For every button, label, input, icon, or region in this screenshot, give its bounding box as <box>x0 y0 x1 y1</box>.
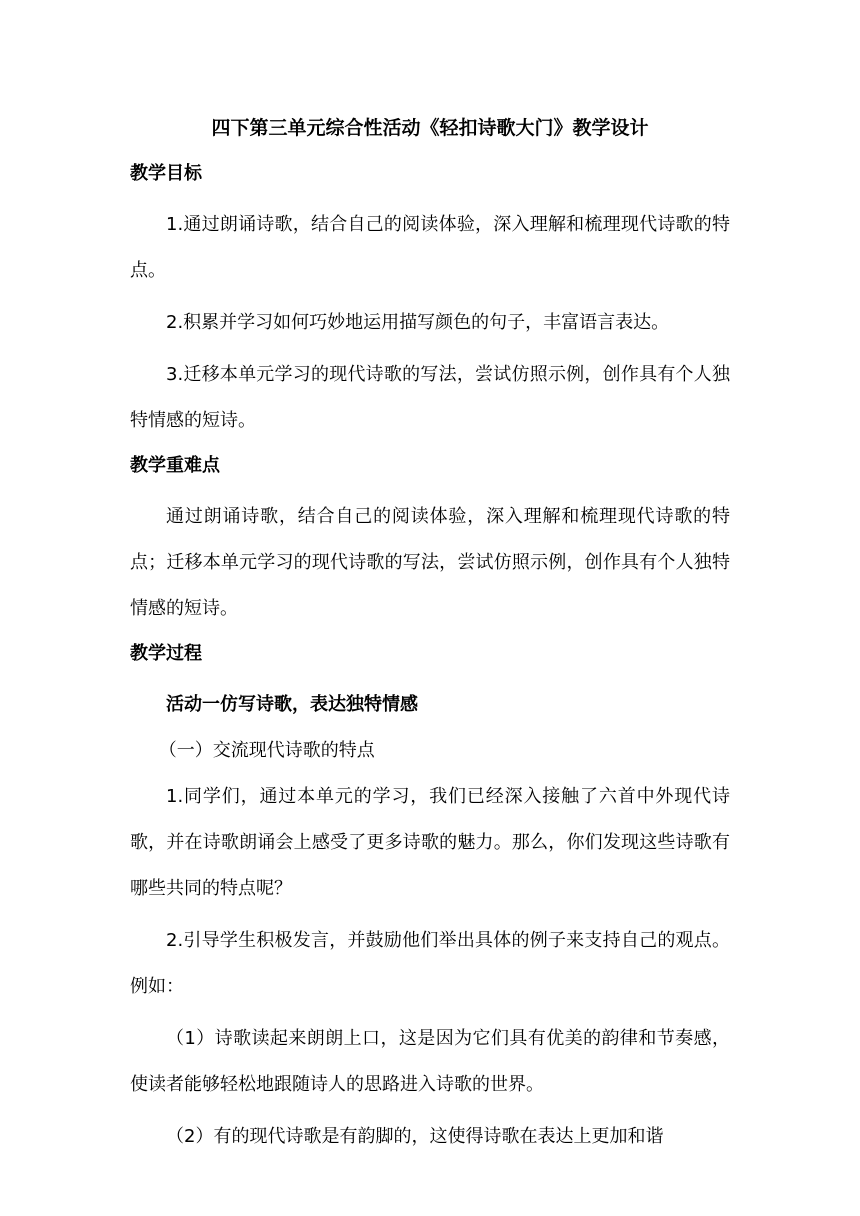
objective-item-2: 2.积累并学习如何巧妙地运用描写颜色的句子，丰富语言表达。 <box>166 312 670 333</box>
process-paragraph-2: 2.引导学生积极发言，并鼓励他们举出具体的例子来支持自己的观点。例如： <box>130 930 730 997</box>
process-paragraph-3: （1）诗歌读起来朗朗上口，这是因为它们具有优美的韵律和节奏感，使读者能够轻松地跟随诗人的思路进入诗歌的世界。 <box>130 1028 730 1095</box>
heading-objectives: 教学目标 <box>130 163 202 184</box>
objective-item-3: 3.迁移本单元学习的现代诗歌的写法，尝试仿照示例，创作具有个人独特情感的短诗。 <box>130 364 730 431</box>
document-title: 四下第三单元综合性活动《轻扣诗歌大门》教学设计 <box>211 117 649 139</box>
heading-key-points: 教学重难点 <box>130 455 220 476</box>
key-points-text: 通过朗诵诗歌，结合自己的阅读体验，深入理解和梳理现代诗歌的特点；迁移本单元学习的现代诗歌的写法，尝试仿照示例，创作具有个人独特情感的短诗。 <box>130 506 730 619</box>
sub-title: （一）交流现代诗歌的特点 <box>158 740 375 761</box>
activity-title: 活动一仿写诗歌，表达独特情感 <box>166 694 418 715</box>
process-paragraph-1: 1.同学们，通过本单元的学习，我们已经深入接触了六首中外现代诗歌，并在诗歌朗诵会上感受了更多诗歌的魅力。那么，你们发现这些诗歌有哪些共同的特点呢？ <box>130 786 730 899</box>
process-paragraph-4: （2）有的现代诗歌是有韵脚的，这使得诗歌在表达上更加和谐 <box>166 1126 664 1147</box>
heading-process: 教学过程 <box>130 643 202 664</box>
objective-item-1: 1.通过朗诵诗歌，结合自己的阅读体验，深入理解和梳理现代诗歌的特点。 <box>130 214 730 281</box>
